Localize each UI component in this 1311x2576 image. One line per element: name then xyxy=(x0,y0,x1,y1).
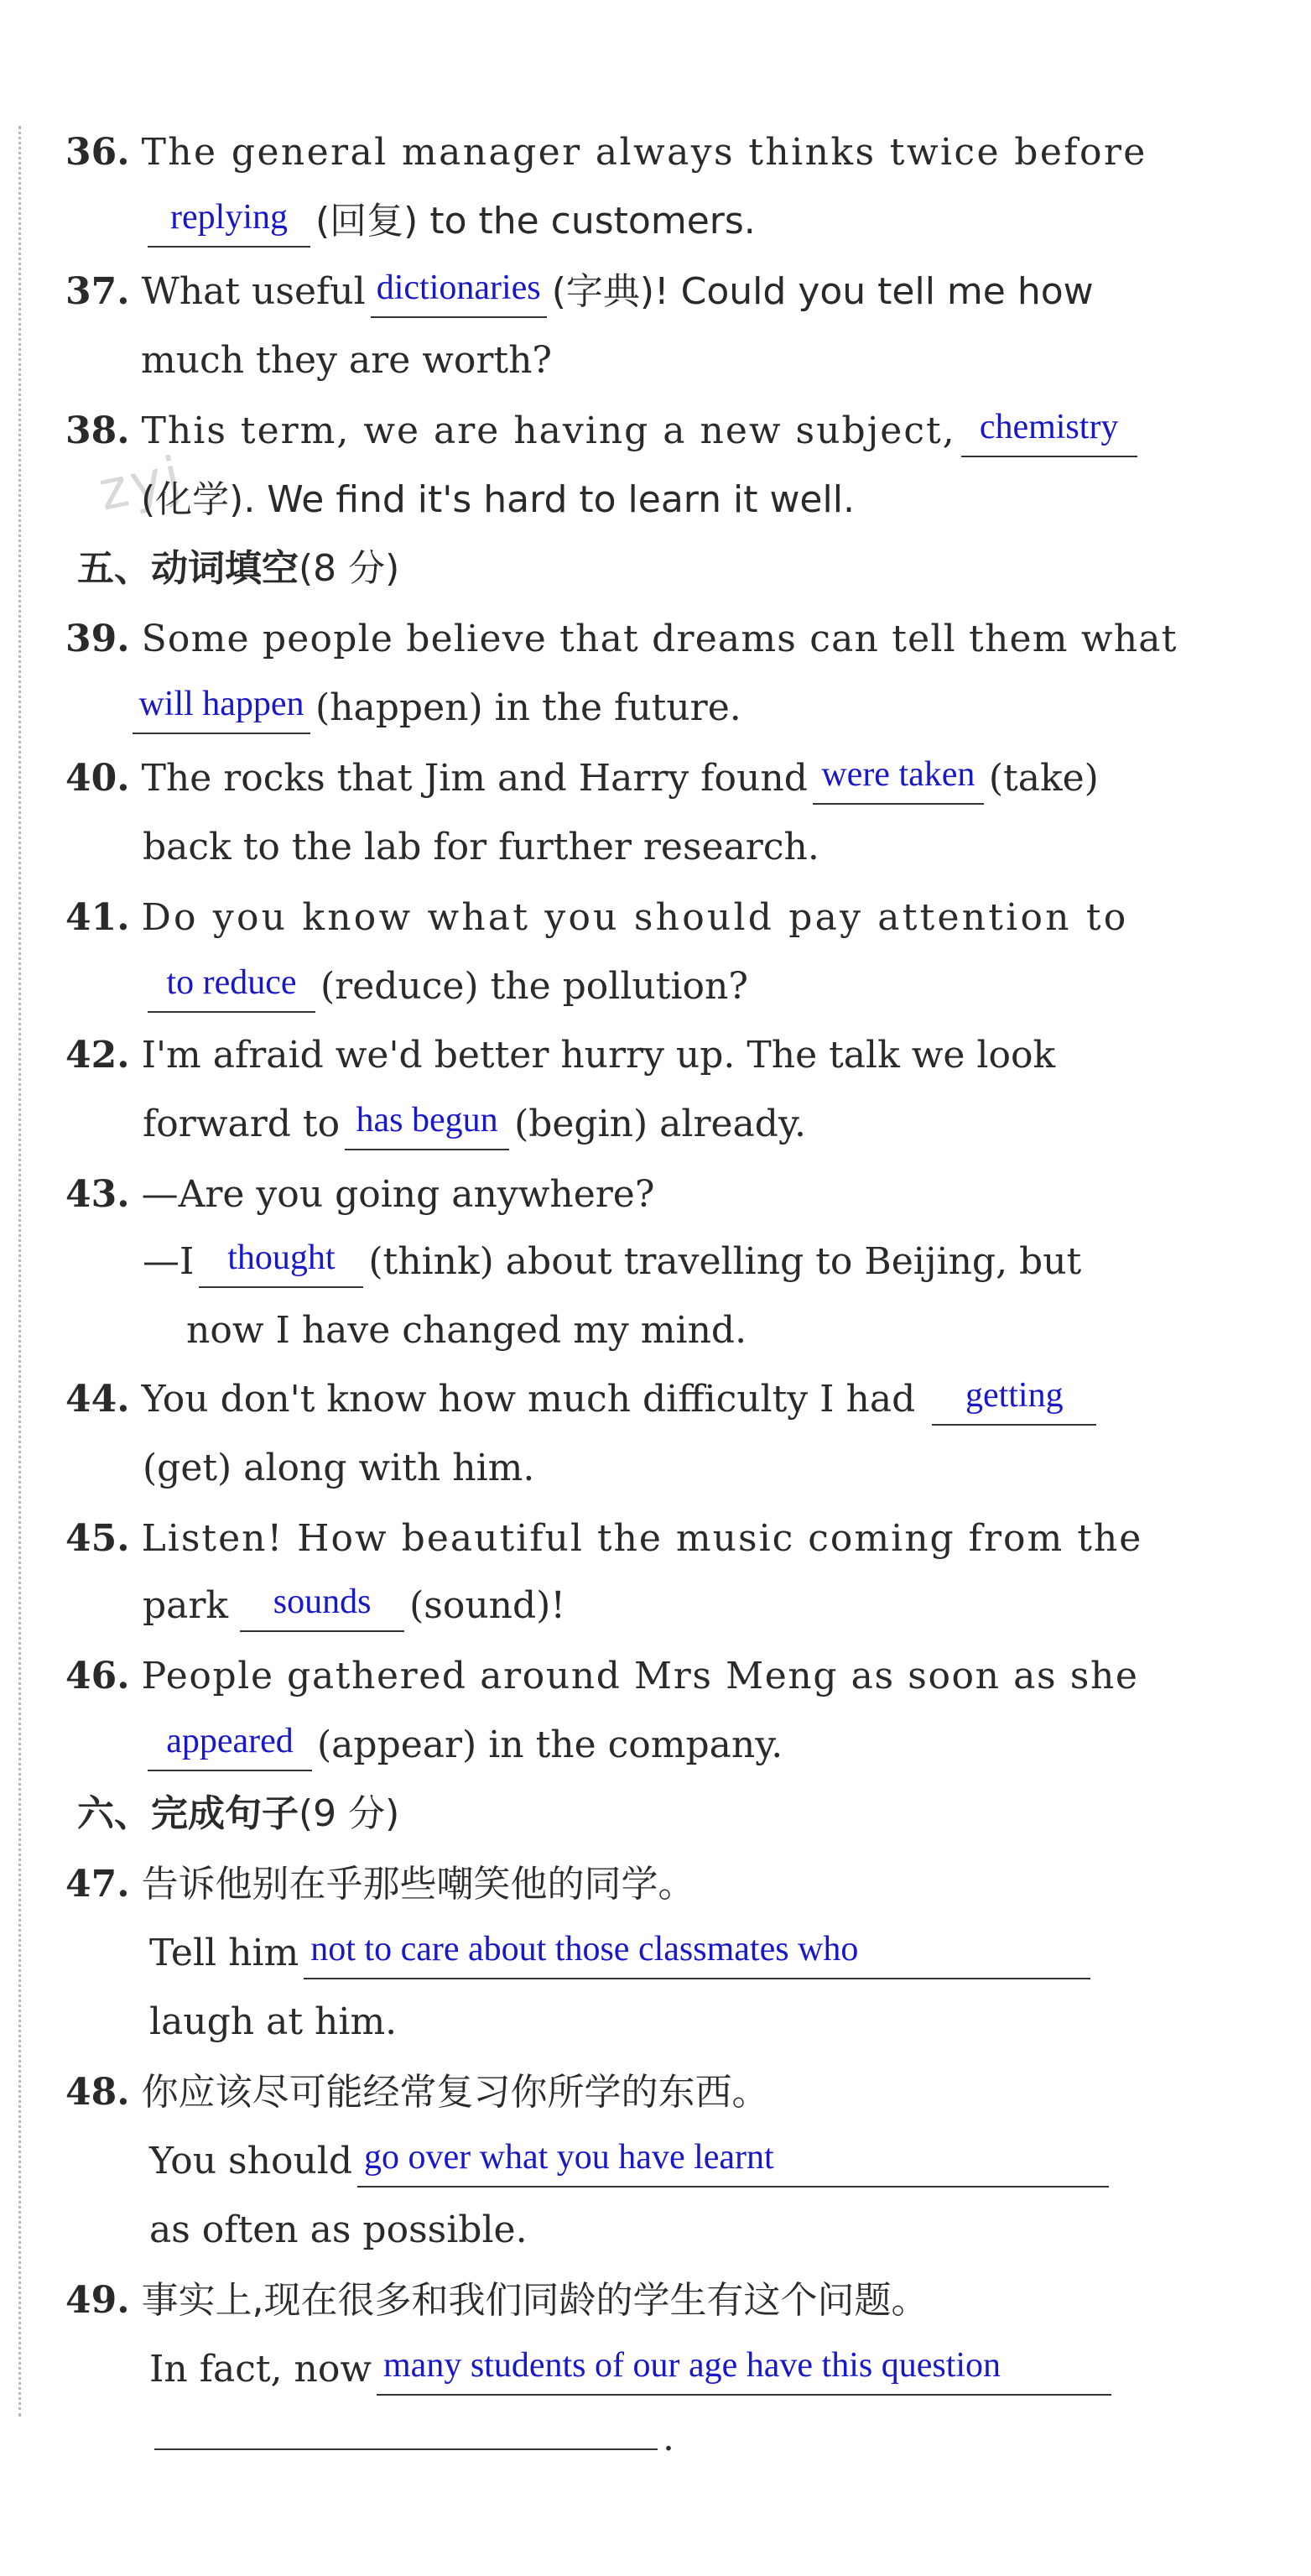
q41-line1 xyxy=(65,894,1128,941)
answer-blank xyxy=(240,1583,404,1632)
q45-text: Listen! How beautiful the music coming from the xyxy=(141,1517,1143,1560)
answer-blank xyxy=(148,963,315,1013)
q49-chinese: 事实上,现在很多和我们同龄的学生有这个问题。 xyxy=(141,2279,929,2322)
answer-text: replying xyxy=(170,198,288,237)
q38-line2 xyxy=(141,477,855,524)
q40-text: The rocks that Jim and Harry found xyxy=(141,757,808,800)
q42-text-2: forward to xyxy=(143,1103,341,1145)
question-number: 45. xyxy=(65,1517,130,1560)
question-number: 46. xyxy=(65,1655,130,1697)
answer-blank xyxy=(345,1101,509,1150)
question-number: 47. xyxy=(65,1863,130,1906)
q36-text: The general manager always thinks twice before xyxy=(141,131,1147,174)
q45-line1 xyxy=(65,1515,1142,1562)
answer-text: many students of our age have this question xyxy=(383,2346,1001,2385)
q40-line2 xyxy=(143,824,819,871)
answer-blank xyxy=(932,1376,1096,1426)
q43-line2 xyxy=(143,1238,1081,1285)
q47-text-2: laugh at him. xyxy=(149,2000,398,2043)
q37-line1 xyxy=(65,269,1094,315)
q37-text: What useful xyxy=(141,270,366,313)
question-number: 41. xyxy=(65,896,130,939)
q43-text-3: (think) about travelling to Beijing, but xyxy=(368,1240,1082,1283)
q41-line2 xyxy=(143,963,748,1010)
answer-text: thought xyxy=(227,1238,336,1277)
q47-line1 xyxy=(65,1861,695,1908)
watermark: zyj xyxy=(93,445,190,524)
q43-text: —Are you going anywhere? xyxy=(141,1173,655,1216)
answer-text: go over what you have learnt xyxy=(364,2138,774,2177)
q37-text-2: (字典)! Could you tell me how xyxy=(551,270,1094,313)
q49-text: In fact, now xyxy=(149,2348,372,2391)
question-number: 39. xyxy=(65,618,130,660)
answer-text: getting xyxy=(965,1376,1064,1415)
q43-line3 xyxy=(186,1307,747,1354)
q38-text: This term, we are having a new subject, xyxy=(141,409,956,452)
answer-blank xyxy=(357,2139,1109,2188)
answer-text: were taken xyxy=(821,755,975,794)
answer-text: sounds xyxy=(273,1583,372,1621)
q47-line2 xyxy=(149,1930,1095,1977)
section-five-title xyxy=(77,545,399,592)
q46-line1 xyxy=(65,1653,1139,1700)
answer-text: chemistry xyxy=(979,408,1119,446)
q42-text: I'm afraid we'd better hurry up. The talk we look xyxy=(141,1034,1056,1077)
q43-line1 xyxy=(65,1171,654,1218)
question-number: 36. xyxy=(65,131,130,174)
q46-line2 xyxy=(143,1722,783,1769)
q36-line1 xyxy=(65,129,1147,176)
q48-chinese: 你应该尽可能经常复习你所学的东西。 xyxy=(141,2071,769,2114)
answer-blank xyxy=(961,408,1137,457)
question-number: 49. xyxy=(65,2279,130,2322)
section-points: (8 分) xyxy=(299,547,400,590)
q40-text-2: (take) xyxy=(988,757,1099,800)
q39-text-2: (happen) in the future. xyxy=(315,686,741,729)
q41-text-2: (reduce) the pollution? xyxy=(320,965,748,1008)
answer-blank xyxy=(148,198,310,248)
section-title: 六、完成句子 xyxy=(77,1792,299,1835)
q45-text-2: park xyxy=(143,1584,229,1627)
q43-text-4: now I have changed my mind. xyxy=(186,1309,747,1352)
q46-text-2: (appear) in the company. xyxy=(317,1723,783,1766)
answer-blank xyxy=(813,755,984,805)
section-points: (9 分) xyxy=(299,1792,400,1835)
q48-text: You should xyxy=(149,2140,353,2182)
q45-text-3: (sound)! xyxy=(409,1584,566,1627)
question-number: 42. xyxy=(65,1034,130,1077)
q38-line1 xyxy=(65,408,1142,455)
answer-blank xyxy=(148,1722,312,1771)
q48-text-2: as often as possible. xyxy=(149,2208,528,2251)
answer-text: has begun xyxy=(356,1101,498,1139)
q48-line1 xyxy=(65,2069,769,2116)
q37-text-3: much they are worth? xyxy=(141,339,553,382)
answer-blank xyxy=(199,1238,363,1288)
q49-end: . xyxy=(663,2417,674,2459)
answer-blank xyxy=(377,2347,1111,2396)
q47-line3 xyxy=(149,1999,397,2046)
q39-text: Some people believe that dreams can tell them what xyxy=(141,618,1178,660)
q43-text-2: —I xyxy=(143,1240,195,1283)
answer-blank xyxy=(133,685,310,734)
question-number: 40. xyxy=(65,757,130,800)
answer-text: to reduce xyxy=(166,963,297,1002)
question-number: 37. xyxy=(65,270,130,313)
q42-line1 xyxy=(65,1032,1055,1079)
q40-text-3: back to the lab for further research. xyxy=(143,826,819,868)
q39-line2 xyxy=(127,685,741,732)
q42-text-3: (begin) already. xyxy=(514,1103,806,1145)
q47-chinese: 告诉他别在乎那些嘲笑他的同学。 xyxy=(141,1863,695,1906)
margin-dotted-line xyxy=(18,126,21,2417)
section-title: 五、动词填空 xyxy=(77,547,299,590)
q48-line3 xyxy=(149,2207,528,2254)
q37-line2 xyxy=(141,337,552,384)
q38-text-2: (化学). We find it's hard to learn it well. xyxy=(141,478,855,521)
q40-line1 xyxy=(65,755,1099,802)
q47-text: Tell him xyxy=(149,1932,299,1974)
question-number: 44. xyxy=(65,1378,130,1421)
question-number: 38. xyxy=(65,409,130,452)
q49-line3 xyxy=(149,2415,674,2462)
q44-line2 xyxy=(143,1445,534,1492)
answer-blank xyxy=(371,269,547,318)
q48-line2 xyxy=(149,2138,1114,2185)
q44-text: You don't know how much difficulty I had xyxy=(141,1378,916,1421)
answer-blank xyxy=(304,1931,1090,1979)
section-six-title xyxy=(77,1791,399,1838)
answer-text: dictionaries xyxy=(376,269,541,307)
q36-text-2: (回复) to the customers. xyxy=(315,200,756,242)
question-number: 43. xyxy=(65,1173,130,1216)
question-number: 48. xyxy=(65,2071,130,2114)
answer-text: appeared xyxy=(166,1722,294,1760)
answer-blank-continuation xyxy=(154,2415,658,2450)
q44-line1 xyxy=(65,1376,1101,1423)
q44-text-2: (get) along with him. xyxy=(143,1447,535,1489)
q49-line2 xyxy=(149,2346,1116,2393)
answer-text: will happen xyxy=(138,685,304,723)
q46-text: People gathered around Mrs Meng as soon as she xyxy=(141,1655,1139,1697)
q39-line1 xyxy=(65,616,1178,663)
q41-text: Do you know what you should pay attention to xyxy=(141,896,1129,939)
answer-text: not to care about those classmates who xyxy=(310,1930,859,1969)
q42-line2 xyxy=(143,1101,806,1148)
q45-line2 xyxy=(143,1583,565,1630)
q49-line1 xyxy=(65,2277,929,2324)
q36-line2 xyxy=(143,198,756,245)
